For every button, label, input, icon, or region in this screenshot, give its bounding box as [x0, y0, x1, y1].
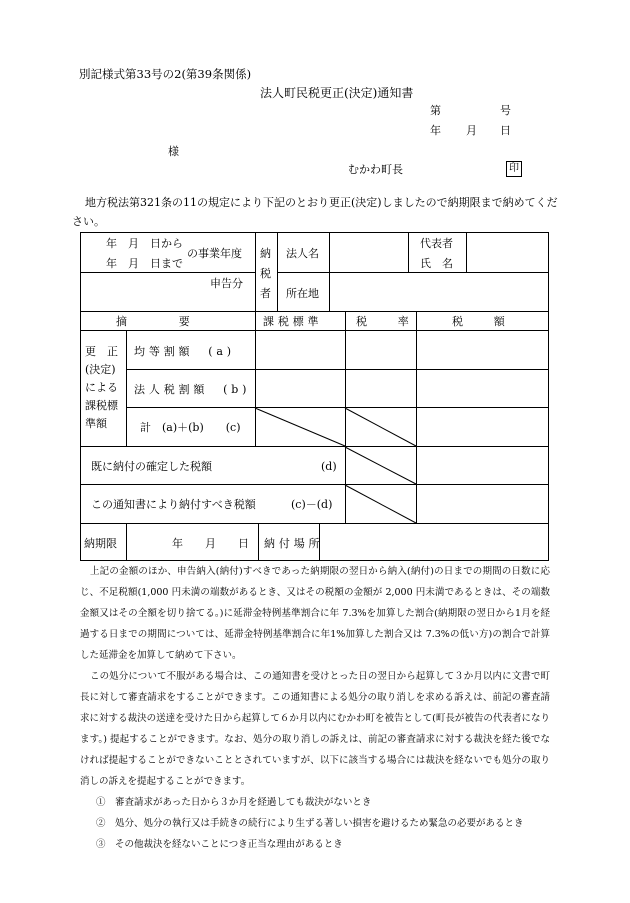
row-payable-tax-mark: (c)－(d): [291, 498, 333, 511]
addressee-honorific: 様: [168, 145, 179, 158]
period-to: 年 月 日まで: [106, 257, 183, 270]
issue-date-day: 日: [500, 124, 511, 137]
taxpayer-label-2: 税: [260, 267, 271, 280]
side-label-5: 準額: [85, 417, 107, 430]
row-per-capita-levy: 均等割額 (a): [134, 345, 235, 358]
note-item-3: ③ その他裁決を経ないことにつき正当な理由があるとき: [96, 839, 343, 850]
diagonal-total-rate: [345, 408, 416, 446]
business-year-label: の事業年度: [187, 247, 242, 260]
side-label-3: による: [85, 381, 118, 394]
note-item-1: ① 審査請求があった日から３か月を経過しても裁決がないとき: [96, 797, 372, 808]
row-confirmed-tax: 既に納付の確定した税額: [91, 460, 212, 473]
number-prefix: 第: [430, 104, 441, 117]
representative-label: 代表者: [420, 237, 453, 250]
intro-paragraph: 地方税法第321条の11の規定により下記のとおり更正(決定)しましたので納期限まで納めてください。: [72, 196, 558, 228]
diagonal-d-rate: [345, 447, 416, 484]
filing-type-label: 申告分: [210, 277, 243, 290]
issue-date-month: 月: [466, 124, 477, 137]
col-summary-header: 摘 要: [116, 315, 200, 328]
payment-place-label: 納付場所: [264, 537, 324, 550]
diagonal-pay-rate: [345, 485, 416, 523]
issue-date-year: 年: [430, 124, 441, 137]
notes-section: [80, 561, 550, 855]
number-suffix: 号: [500, 104, 511, 117]
corp-name-label: 法人名: [286, 247, 319, 260]
col-base-header: 課税標準: [263, 315, 323, 328]
deadline-date: 年 月 日: [172, 537, 249, 550]
representative-name-label: 氏 名: [420, 257, 453, 270]
table-outer-border: [81, 233, 549, 561]
note-item-2: ② 処分、処分の執行又は手続きの続行により生ずる著しい損害を避けるため緊急の必要があるとき: [96, 818, 524, 829]
taxpayer-label-1: 納: [260, 247, 271, 260]
side-label-4: 課税標: [85, 399, 118, 412]
taxpayer-label-3: 者: [260, 287, 271, 300]
col-rate-header: 税 率: [356, 315, 419, 328]
seal-mark: 印: [506, 161, 522, 177]
col-amount-header: 税 額: [452, 315, 515, 328]
note-late-fee: 上記の金額のほか、申告納入(納付)すべきであった納期限の翌日から納入(納付)の日までの期間の日数に応じ、不足税額(1,000 円未満の端数があるとき、又はその税額の金額が 2,000 円未満であるときは、その端数金額又はその全額を切り捨てる。)に延滞金特例基準割合に年 7.3%を加算した割合(納期限の翌日から1月を経過する日までの期間については、延滞金特例基準割合に年1%加算した割合又は 7.3%の低い方)の割合で計算した延滞金を加算して納めて下さい。: [80, 566, 550, 661]
period-from: 年 月 日から: [106, 237, 183, 250]
row-corp-tax-levy: 法人税割額 (b): [134, 383, 251, 396]
page-title: 法人町民税更正(決定)通知書: [260, 86, 414, 100]
diagonal-total-base: [255, 408, 345, 446]
row-total: 計 (a)＋(b) (c): [140, 421, 241, 434]
issuer-mayor: むかわ町長: [348, 163, 403, 176]
note-appeal: この処分について不服がある場合は、この通知書を受けとった日の翌日から起算して３か月以内に文書で町長に対して審査請求をすることができます。この通知書による処分の取り消しを求める訴えは、前記の審査請求に対する裁決の送達を受けた日から起算して６か月以内にむかわ町を被告として(町長が被告の代表者になります。) 提起することができます。なお、処分の取り消しの訴えは、前記の審査請求に対する裁決を経た後でなければ提起することができないこととされていますが、以下に該当する場合には裁決を経ないでも処分の取り消しの訴えを提起することができます。: [80, 671, 550, 787]
row-payable-tax: この通知書により納付すべき税額: [91, 498, 256, 511]
form-code: 別記様式第33号の2(第39条関係): [79, 67, 252, 81]
side-label-2: (決定): [85, 363, 116, 376]
side-label-1: 更 正: [85, 345, 118, 358]
deadline-label: 納期限: [84, 537, 117, 550]
address-label: 所在地: [286, 287, 319, 300]
row-confirmed-tax-mark: (d): [321, 460, 337, 473]
